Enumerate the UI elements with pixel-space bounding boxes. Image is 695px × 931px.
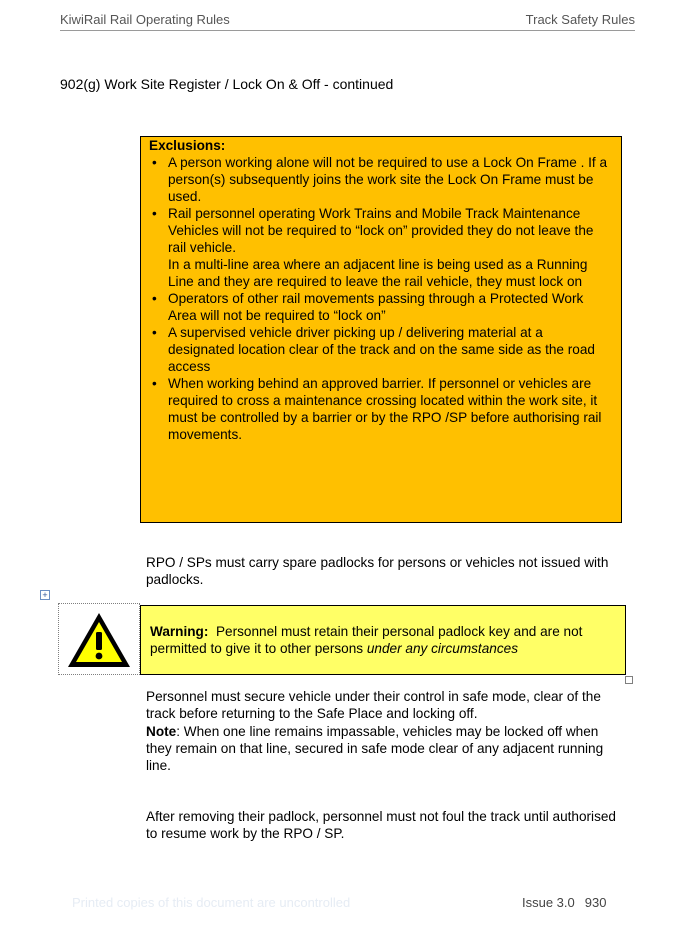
exclusion-text: • Rail personnel operating Work Trains and Mobile Track Maintenance Vehicles will not be required to “lock on” provided they do not leave the rail vehicle. [168,206,594,255]
exclusion-item [168,290,613,324]
footer-uncontrolled-notice: Printed copies of this document are uncontrolled [72,895,351,910]
table-resize-handle[interactable] [625,676,633,684]
warning-emphasis: under any circumstances [366,641,518,656]
spare-padlocks-paragraph: RPO / SPs must carry spare padlocks for persons or vehicles not issued with padlocks. [146,555,609,587]
warning-label: Warning: [150,624,209,639]
warning-triangle-icon [65,610,133,670]
warning-icon-cell [58,603,140,675]
exclusion-item [168,154,613,205]
header-left-title: KiwiRail Rail Operating Rules [60,12,230,27]
footer-issue: Issue 3.0 [522,895,575,910]
exclusion-subtext: In a multi-line area where an adjacent line is being used as a Running Line and they are required to leave the rail vehicle, they must lock on [168,257,588,289]
exclusion-text: • Operators of other rail movements passing through a Protected Work Area will not be required to “lock on” [168,291,584,323]
exclusion-item [168,324,613,375]
footer-issue-page [522,895,606,910]
warning-text: Personnel must retain their personal padlock key and are not permitted to give it to other persons [150,624,583,656]
header-right-title: Track Safety Rules [525,12,635,27]
note-paragraph [146,723,626,774]
note-text: : When one line remains impassable, vehicles may be locked off when they remain on that line, secured in safe mode clear of any adjacent running line. [146,724,604,773]
table-move-handle-icon[interactable]: + [40,590,50,600]
header-divider [60,30,635,31]
secure-vehicle-paragraph: Personnel must secure vehicle under their control in safe mode, clear of the track before returning to the Safe Place and locking off. [146,689,601,721]
warning-box [140,605,626,675]
footer-page-number: 930 [584,895,607,910]
exclusion-text: • When working behind an approved barrier. If personnel or vehicles are required to cross a maintenance crossing located within the work site, it must be controlled by a barrier or by the RPO /SP before authorising rail movements. [168,376,602,442]
exclusion-text: • A supervised vehicle driver picking up / delivering material at a designated location clear of the track and on the same side as the road access [168,325,595,374]
section-title: 902(g) Work Site Register / Lock On & Off - continued [60,76,394,92]
exclusion-text: • A person working alone will not be required to use a Lock On Frame . If a person(s) subsequently joins the work site the Lock On Frame must be used. [168,155,608,204]
exclusion-item [168,205,613,290]
exclusions-list [149,154,613,443]
note-label: Note [146,724,177,739]
exclusions-title: Exclusions: [149,138,226,153]
removing-padlock-paragraph: After removing their padlock, personnel must not foul the track until authorised to resume work by the RPO / SP. [146,809,616,841]
exclusion-item [168,375,613,443]
exclusions-box [140,136,622,523]
